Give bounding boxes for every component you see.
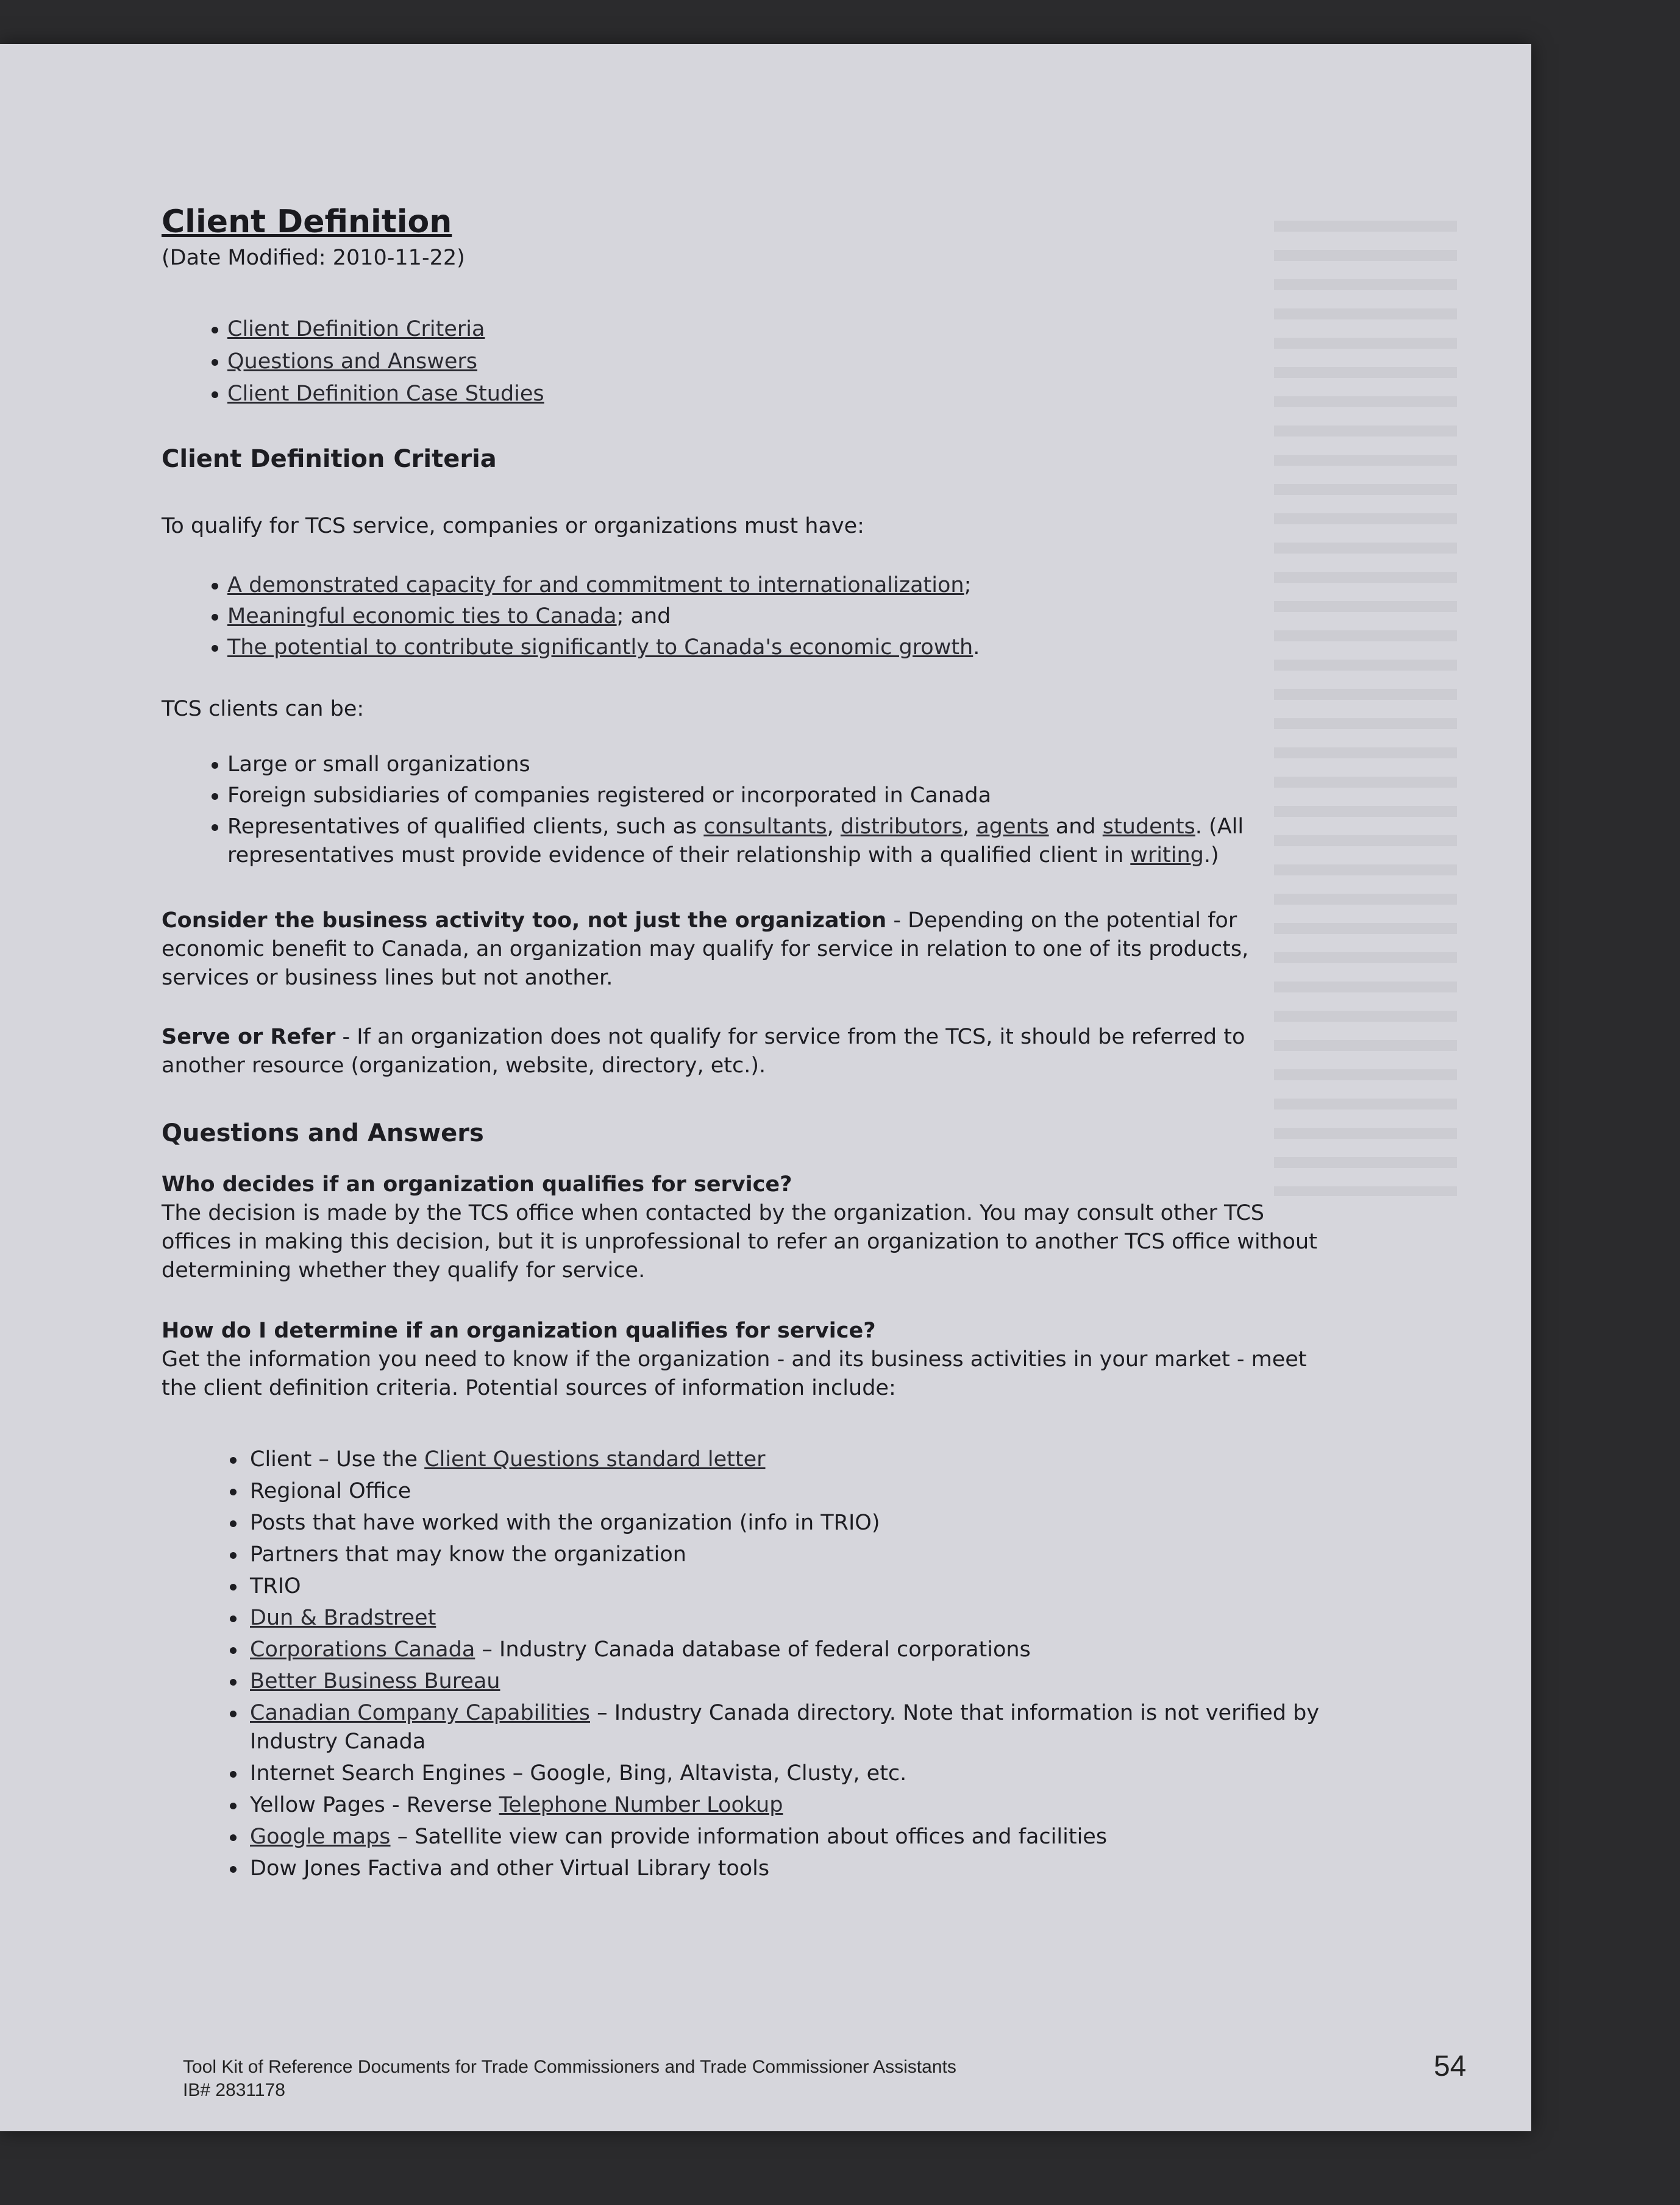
list-item-text: Client – Use the [250,1447,425,1472]
serve-paragraph [162,1023,1320,1080]
list-item-text: ; [964,573,972,597]
clients-list [162,750,1320,870]
list-item-text: ; and [616,604,671,629]
toc-link-criteria[interactable]: Client Definition Criteria [227,317,485,341]
list-item: Regional Office [162,1477,1320,1506]
students-link[interactable]: students [1102,814,1195,839]
list-item [162,813,1320,870]
list-item-text: – Satellite view can provide information about offices and facilities [390,1825,1108,1849]
google-maps-link[interactable]: Google maps [250,1825,391,1849]
list-item [162,1791,1320,1820]
separator: , [827,814,841,839]
sources-list [162,1445,1320,1883]
serve-text: - If an organization does not qualify for service from the TCS, it should be referred to another resource (organization, website, directory, etc.). [162,1025,1245,1078]
list-item [162,1823,1320,1851]
corporations-canada-link[interactable]: Corporations Canada [250,1637,475,1662]
section-heading-criteria: Client Definition Criteria [162,445,497,473]
canadian-company-capabilities-link[interactable]: Canadian Company Capabilities [250,1701,591,1725]
list-item [162,602,1320,631]
toc-link-qa[interactable]: Questions and Answers [227,349,478,374]
table-of-contents [162,315,1320,408]
list-item-text: – Industry Canada directory. Note that information is not verified by Industry Canada [250,1701,1320,1754]
answer-1: The decision is made by the TCS office when contacted by the organization. You may consult other TCS offices in making this decision, but it is unprofessional to refer an organization to another TCS office without determining whether they qualify for service. [162,1201,1317,1283]
list-item: Dow Jones Factiva and other Virtual Library tools [162,1854,1320,1883]
consultants-link[interactable]: consultants [703,814,827,839]
consider-paragraph [162,907,1320,992]
list-item-text: . [973,635,980,660]
page-title: Client Definition [162,204,452,240]
writing-link[interactable]: writing [1130,843,1204,867]
footer-ib-number: IB# 2831178 [183,2080,285,2100]
footer-title: Tool Kit of Reference Documents for Trade Commissioners and Trade Commissioner Assistants [183,2057,956,2077]
list-item: Large or small organizations [162,750,1320,779]
client-questions-letter-link[interactable]: Client Questions standard letter [424,1447,766,1472]
document-page [0,44,1531,2131]
list-item-text: .) [1203,843,1219,867]
agents-link[interactable]: agents [976,814,1049,839]
criteria-link[interactable]: Meaningful economic ties to Canada [227,604,617,629]
toc-item [162,347,1320,376]
page-footer [183,2056,956,2102]
list-item [162,1699,1320,1756]
list-item-text: – Industry Canada database of federal corporations [475,1637,1031,1662]
answer-2: Get the information you need to know if the organization - and its business activities in your market - meet the client definition criteria. Potential sources of information include: [162,1347,1307,1400]
distributors-link[interactable]: distributors [840,814,963,839]
toc-item [162,380,1320,408]
section-heading-qa: Questions and Answers [162,1119,484,1147]
better-business-bureau-link[interactable]: Better Business Bureau [250,1669,500,1694]
list-item: Foreign subsidiaries of companies registered or incorporated in Canada [162,782,1320,810]
list-item-text: Yellow Pages - Reverse [250,1793,499,1817]
list-item [162,571,1320,600]
question-1: Who decides if an organization qualifies for service? [162,1172,792,1197]
criteria-link[interactable]: A demonstrated capacity for and commitment to internationalization [227,573,964,597]
list-item [162,1667,1320,1696]
list-item [162,633,1320,662]
separator: , [963,814,977,839]
serve-bold-lead: Serve or Refer [162,1025,336,1049]
page-content [162,202,1320,1886]
date-modified: (Date Modified: 2010-11-22) [162,246,465,270]
consider-text: - Depending on the potential for economic benefit to Canada, an organization may qualify for service in relation to one of its products, services or business lines but not another. [162,908,1249,990]
toc-link-case-studies[interactable]: Client Definition Case Studies [227,382,544,406]
criteria-intro: To qualify for TCS service, companies or organizations must have: [162,514,864,538]
separator: and [1048,814,1103,839]
list-item: TRIO [162,1572,1320,1601]
clients-intro: TCS clients can be: [162,697,365,721]
list-item: Internet Search Engines – Google, Bing, Altavista, Clusty, etc. [162,1759,1320,1788]
list-item-text: Representatives of qualified clients, such as [227,814,704,839]
list-item: Posts that have worked with the organization (info in TRIO) [162,1509,1320,1537]
dun-bradstreet-link[interactable]: Dun & Bradstreet [250,1606,436,1630]
list-item [162,1445,1320,1474]
consider-bold-lead: Consider the business activity too, not just the organization [162,908,887,933]
list-item: Partners that may know the organization [162,1541,1320,1569]
criteria-list [162,571,1320,662]
toc-item [162,315,1320,344]
list-item [162,1636,1320,1664]
list-item-text: . (All representatives must provide evidence of their relationship with a qualified client in [227,814,1244,867]
telephone-lookup-link[interactable]: Telephone Number Lookup [499,1793,783,1817]
criteria-link[interactable]: The potential to contribute significantly to Canada's economic growth [227,635,973,660]
list-item [162,1604,1320,1633]
question-2: How do I determine if an organization qualifies for service? [162,1319,876,1343]
page-number: 54 [1434,2050,1467,2082]
